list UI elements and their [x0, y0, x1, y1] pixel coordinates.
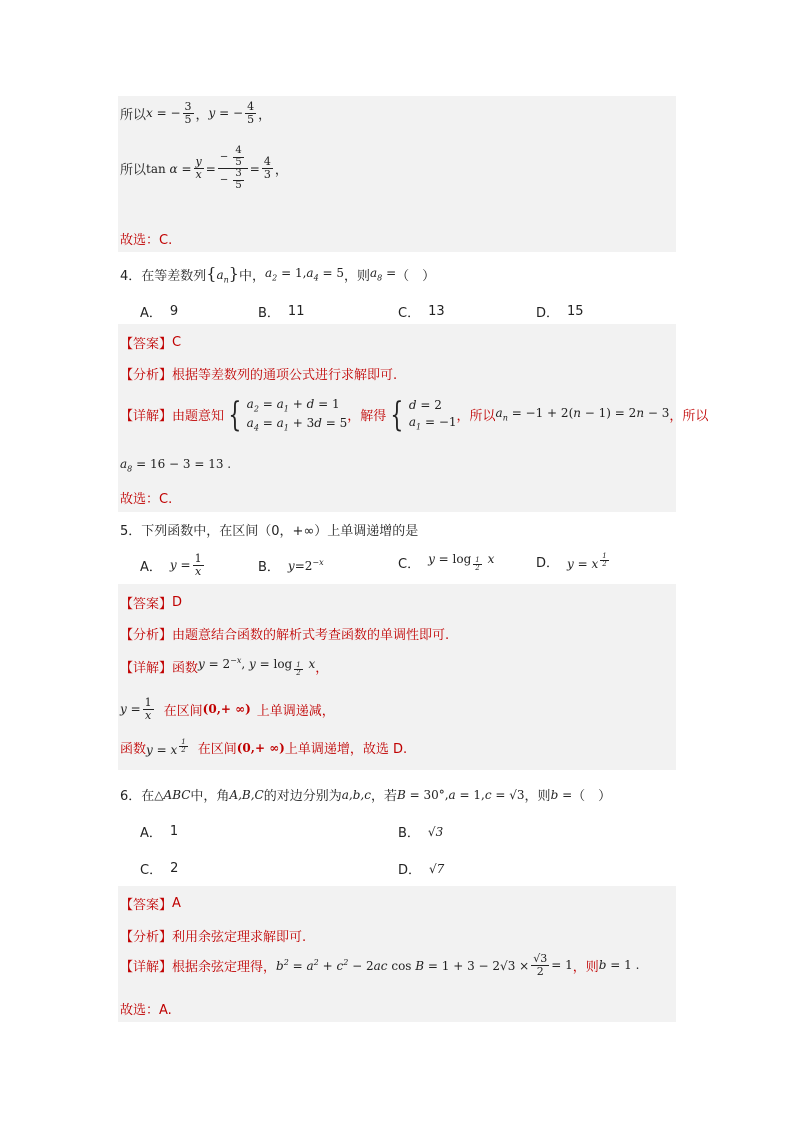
q6-stem: 6． 在 △ABC 中，角 A,B,C 的对边分别为 a,b,c ，若 B = 30°,a = 1,c = √3 ，则 b = （ ）	[120, 787, 612, 804]
q4-answer: 【答案】 C	[120, 335, 182, 352]
q6-option-c[interactable]: C． 2	[140, 861, 179, 878]
q6-option-a[interactable]: A． 1	[140, 824, 179, 841]
q5-answer: 【答案】 D	[120, 595, 183, 612]
q6-detail: 【详解】 根据余弦定理得， $b^2 = a^2 + c^2 - 2ac$ cos B = 1 + 3 − 2√3 × $\frac{√3}{2}$ = 1 ，则 b = 1 .	[120, 952, 640, 978]
q5-detail-line3: 函数 y = x $^{\frac{1}{2}}$ 在区间 (0,+ ∞) 上单调递增，故选 D.	[120, 737, 408, 757]
q4-analysis: 【分析】 根据等差数列的通项公式进行求解即可.	[120, 368, 398, 383]
q5-stem: 5． 下列函数中，在区间（0，+∞）上单调递增的是	[120, 524, 419, 539]
q5-option-c[interactable]: C． y = log $_{\frac{1}{2}}$ x	[398, 552, 495, 572]
q6-option-b[interactable]: B． √3	[398, 824, 444, 841]
q4-detail-cont: $a_8 = 16 - 3 = 13$ .	[120, 457, 232, 474]
q4-option-b[interactable]: B． 11	[258, 304, 305, 321]
q5-option-b[interactable]: B． $y=2^{-x}$	[258, 558, 324, 575]
prev-answer: 故选：C.	[120, 233, 173, 248]
q6-answer: 【答案】 A	[120, 896, 181, 913]
q4-conclusion: 故选：C.	[120, 492, 173, 507]
q4-stem: 4． 在等差数列 $\{a_n\}$ 中， $a_2 = 1,a_4 = 5$ ，则 $a_8$ = （ ）	[120, 264, 436, 285]
q5-option-a[interactable]: A． y = $\frac{1}{x}$	[140, 552, 202, 578]
q6-conclusion: 故选：A.	[120, 1003, 172, 1018]
prev-tan-line: 所以 tan α = $\frac{y}{x}$ = − $\frac{4}{5}$ − $\frac{3}{5}$ = $\frac{4}{3}$ ，	[120, 145, 288, 191]
q4-detail: 【详解】 由题意知 { $a_2 = a_1 + d = 1$ $a_4 = a_1 + 3d = 5$ ，解得 { d = 2 $a_1 = -1$ ，所以 $a_n = -1 + 2(n - 1) = 2n - 3$ ，所以	[120, 394, 709, 435]
q5-detail-line2: y = $\frac{1}{x}$ 在区间 (0,+ ∞) 上单调递减，	[120, 696, 335, 722]
q5-analysis: 【分析】 由题意结合函数的解析式考查函数的单调性即可.	[120, 628, 450, 643]
q6-analysis: 【分析】 利用余弦定理求解即可.	[120, 930, 307, 945]
q5-option-d[interactable]: D． y = x $^{\frac{1}{2}}$	[536, 551, 607, 571]
prev-xy-line: 所以 x = − $\frac{3}{5}$ ， y = − $\frac{4}{5}$ ，	[120, 100, 272, 126]
q4-option-c[interactable]: C． 13	[398, 304, 445, 321]
q5-detail: 【详解】 函数 $y = 2^{-x}$, y = log $_{\frac{1}{2}}$ x ，	[120, 656, 329, 677]
q6-option-d[interactable]: D． √7	[398, 861, 445, 878]
q4-option-a[interactable]: A． 9	[140, 304, 179, 321]
q4-option-d[interactable]: D． 15	[536, 304, 584, 321]
